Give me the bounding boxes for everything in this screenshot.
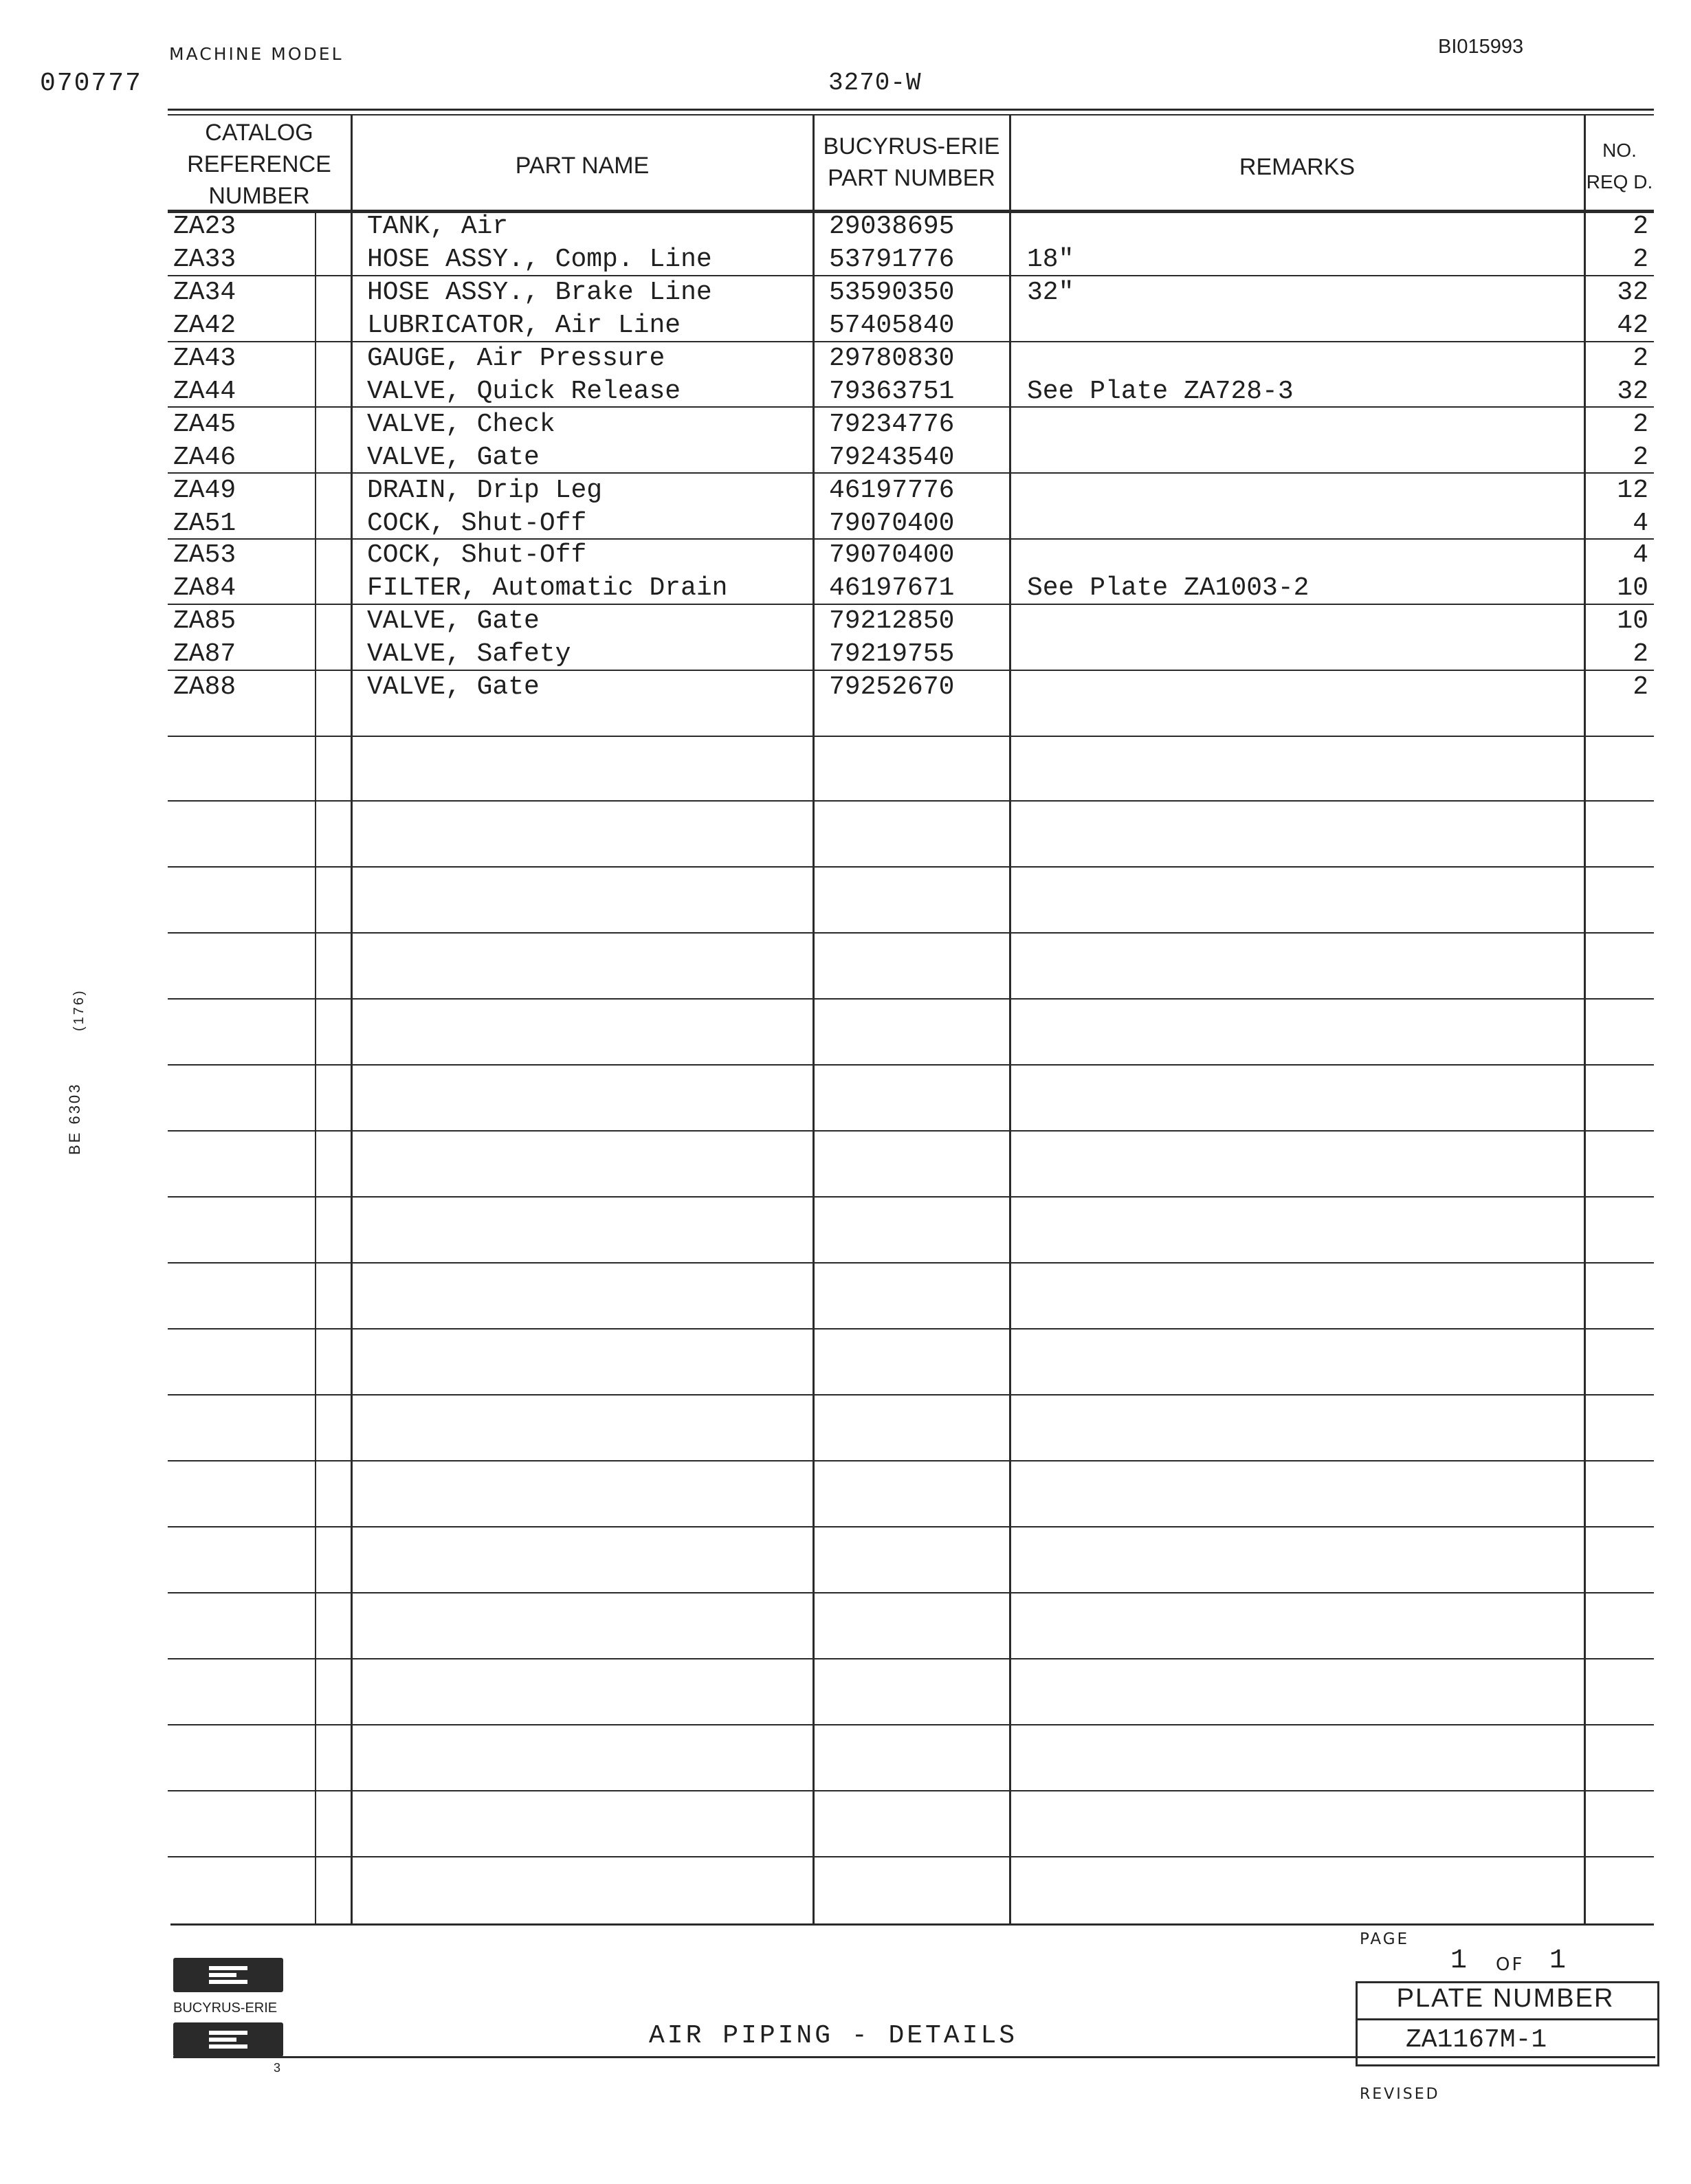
row-line — [168, 1856, 1654, 1857]
row-part-number: 53791776 — [829, 245, 955, 274]
row-part-number: 57405840 — [829, 311, 955, 340]
row-qty: 10 — [1617, 573, 1648, 603]
row-part-number: 29038695 — [829, 212, 955, 241]
row-line — [168, 1262, 1654, 1264]
row-part-name: VALVE, Quick Release — [367, 377, 681, 406]
row-part-name: VALVE, Safety — [367, 639, 571, 669]
row-ref: ZA88 — [173, 672, 236, 702]
row-ref: ZA87 — [173, 639, 236, 669]
row-line — [168, 1790, 1654, 1791]
row-line — [168, 1460, 1654, 1461]
revised-label: REVISED — [1360, 2086, 1440, 2103]
row-ref: ZA53 — [173, 540, 236, 570]
row-qty: 32 — [1617, 377, 1648, 406]
row-remarks: See Plate ZA728-3 — [1027, 377, 1294, 406]
row-part-number: 53590350 — [829, 278, 955, 307]
row-ref: ZA42 — [173, 311, 236, 340]
row-ref: ZA33 — [173, 245, 236, 274]
bucyrus-erie-logo-icon — [173, 1958, 283, 1992]
row-line — [168, 1328, 1654, 1330]
row-line — [168, 998, 1654, 1000]
row-line — [168, 1592, 1654, 1593]
row-remarks: 32" — [1027, 278, 1074, 307]
row-part-name: VALVE, Gate — [367, 443, 540, 472]
row-line — [168, 800, 1654, 802]
row-qty: 2 — [1633, 672, 1648, 702]
row-part-name: GAUGE, Air Pressure — [367, 344, 665, 373]
row-remarks: 18" — [1027, 245, 1074, 274]
row-qty: 42 — [1617, 311, 1648, 340]
table-top-rule-inner — [168, 114, 1654, 115]
page-total: 1 — [1549, 1945, 1567, 1976]
row-line — [168, 1064, 1654, 1066]
row-part-name: VALVE, Gate — [367, 672, 540, 702]
header-part-name: PART NAME — [515, 153, 650, 179]
row-line — [168, 736, 1654, 737]
row-part-name: COCK, Shut-Off — [367, 540, 587, 570]
header-part-number-line2: PART NUMBER — [828, 165, 995, 191]
header-catalog-line2: REFERENCE — [187, 151, 331, 177]
row-part-number: 79234776 — [829, 410, 955, 439]
row-ref: ZA49 — [173, 476, 236, 505]
brand-name: BUCYRUS-ERIE — [173, 2000, 278, 2016]
header-catalog-line3: NUMBER — [208, 183, 310, 209]
plate-number: ZA1167M-1 — [1406, 2025, 1547, 2055]
row-qty: 32 — [1617, 278, 1648, 307]
row-qty: 2 — [1633, 639, 1648, 669]
row-qty: 4 — [1633, 509, 1648, 538]
col-divider-qty — [1584, 114, 1586, 1925]
row-part-number: 46197776 — [829, 476, 955, 505]
row-part-number: 46197671 — [829, 573, 955, 603]
row-line — [168, 932, 1654, 934]
row-part-name: COCK, Shut-Off — [367, 509, 587, 538]
row-qty: 2 — [1633, 212, 1648, 241]
row-part-name: DRAIN, Drip Leg — [367, 476, 603, 505]
plate-box-divider — [1356, 2018, 1657, 2020]
row-qty: 10 — [1617, 606, 1648, 636]
row-part-name: VALVE, Check — [367, 410, 555, 439]
plate-number-label: PLATE NUMBER — [1396, 1984, 1615, 2013]
table-bottom-rule — [170, 1923, 1654, 1926]
header-part-number — [814, 131, 1009, 194]
row-part-number: 79243540 — [829, 443, 955, 472]
row-part-name: HOSE ASSY., Comp. Line — [367, 245, 712, 274]
row-line — [168, 1526, 1654, 1527]
row-part-number: 79212850 — [829, 606, 955, 636]
col-divider-ref — [351, 114, 353, 1925]
row-part-number: 79363751 — [829, 377, 955, 406]
row-line — [168, 1724, 1654, 1725]
row-qty: 2 — [1633, 443, 1648, 472]
row-ref: ZA46 — [173, 443, 236, 472]
page-label: PAGE — [1360, 1930, 1410, 1948]
row-line — [168, 866, 1654, 868]
row-part-number: 79252670 — [829, 672, 955, 702]
row-ref: ZA85 — [173, 606, 236, 636]
bucyrus-erie-logo-icon — [173, 2022, 283, 2057]
row-ref: ZA34 — [173, 278, 236, 307]
row-qty: 2 — [1633, 344, 1648, 373]
row-part-number: 79070400 — [829, 540, 955, 570]
row-qty: 2 — [1633, 410, 1648, 439]
header-qty-line2: REQ D. — [1586, 171, 1653, 192]
row-ref: ZA84 — [173, 573, 236, 603]
row-qty: 4 — [1633, 540, 1648, 570]
row-remarks: See Plate ZA1003-2 — [1027, 573, 1309, 603]
col-divider-sub — [315, 212, 316, 1925]
row-ref: ZA45 — [173, 410, 236, 439]
header-remarks: REMARKS — [1239, 154, 1356, 180]
row-part-name: FILTER, Automatic Drain — [367, 573, 728, 603]
page-number: 1 — [1450, 1945, 1468, 1976]
header-catalog-line1: CATALOG — [205, 120, 313, 146]
side-date-mark: (176) — [71, 989, 87, 1031]
side-form-code: BE 6303 — [66, 1082, 83, 1155]
page-of-label: OF — [1496, 1954, 1525, 1975]
row-qty: 2 — [1633, 245, 1648, 274]
row-part-name: TANK, Air — [367, 212, 509, 241]
row-part-name: VALVE, Gate — [367, 606, 540, 636]
row-part-number: 79219755 — [829, 639, 955, 669]
row-part-number: 79070400 — [829, 509, 955, 538]
catalog-id: 070777 — [40, 69, 142, 98]
header-catalog-ref — [169, 117, 349, 212]
row-line — [168, 1658, 1654, 1659]
header-qty-line1: NO. — [1602, 140, 1637, 161]
row-ref: ZA51 — [173, 509, 236, 538]
col-divider-part — [1009, 114, 1011, 1925]
header-qty — [1585, 135, 1654, 198]
table-top-rule — [168, 109, 1654, 111]
row-part-name: HOSE ASSY., Brake Line — [367, 278, 712, 307]
row-ref: ZA43 — [173, 344, 236, 373]
document-number: BI015993 — [1438, 36, 1524, 58]
tiny-mark: 3 — [274, 2061, 281, 2075]
col-divider-name — [813, 114, 815, 1925]
row-part-number: 29780830 — [829, 344, 955, 373]
row-line — [168, 1394, 1654, 1396]
row-part-name: LUBRICATOR, Air Line — [367, 311, 681, 340]
row-ref: ZA44 — [173, 377, 236, 406]
row-line — [168, 1130, 1654, 1132]
machine-model-label: MACHINE MODEL — [169, 44, 344, 64]
header-part-number-line1: BUCYRUS-ERIE — [823, 133, 1000, 159]
machine-model-value: 3270-W — [828, 69, 922, 97]
row-line — [168, 1196, 1654, 1198]
row-ref: ZA23 — [173, 212, 236, 241]
row-qty: 12 — [1617, 476, 1648, 505]
plate-title: AIR PIPING - DETAILS — [649, 2021, 1018, 2051]
